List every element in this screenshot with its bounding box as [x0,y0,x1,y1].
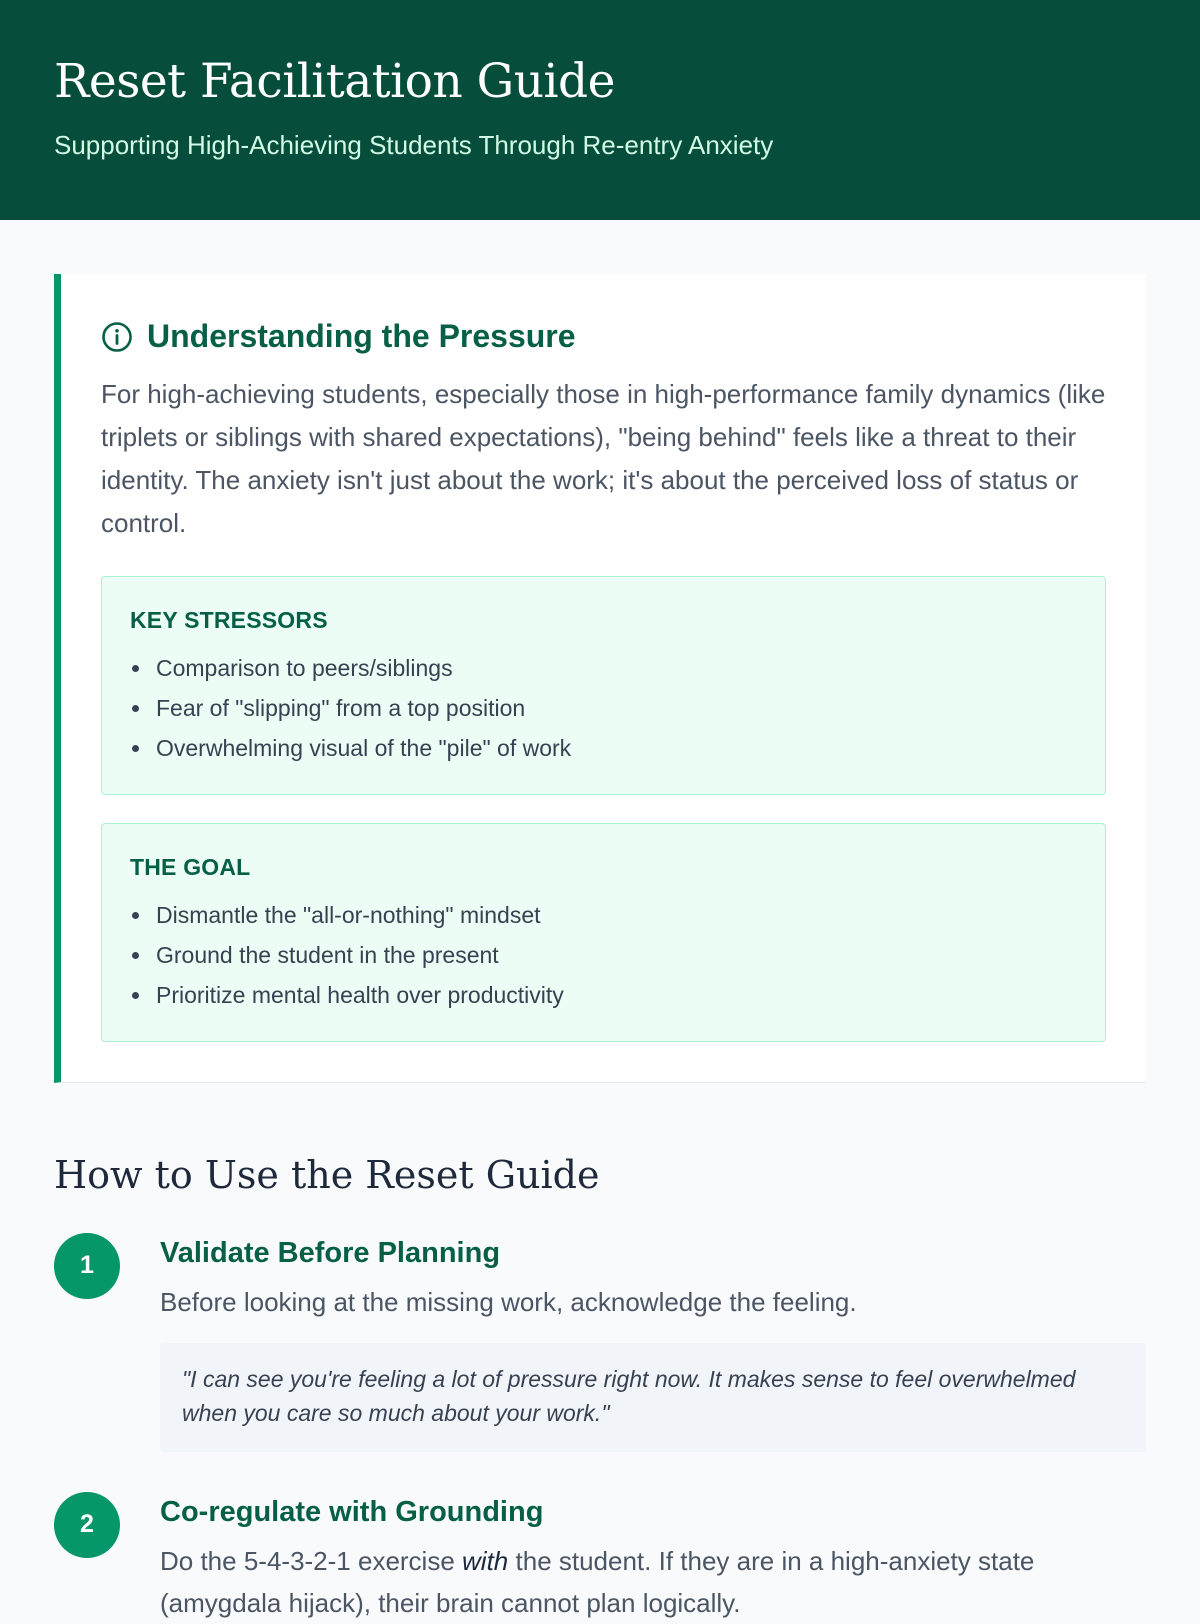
page-title: Reset Facilitation Guide [54,54,615,109]
key-stressors-list [130,648,1077,768]
info-icon [101,321,133,353]
page-header [0,0,1200,220]
how-to-section-title: How to Use the Reset Guide [54,1152,600,1197]
page-subtitle: Supporting High-Achieving Students Through Re-entry Anxiety [54,130,774,161]
step-text-start: Do the 5-4-3-2-1 exercise [160,1545,463,1576]
card-heading [101,318,1106,355]
step-number-badge: 2 [54,1492,120,1558]
goal-list [130,895,1077,1015]
step-1 [54,1233,1146,1452]
goal-box [101,823,1106,1042]
key-stressors-title: KEY STRESSORS [130,606,328,633]
list-item: Fear of "slipping" from a top position [130,688,1077,728]
list-item: Prioritize mental health over productivity [130,975,1077,1015]
step-text-end: the student. If they are in a high-anxiety state (amygdala hijack), their brain cannot plan logically. [160,1545,1035,1618]
list-item: Overwhelming visual of the "pile" of work [130,728,1077,768]
step-text: Before looking at the missing work, acknowledge the feeling. [160,1286,857,1317]
card-description: For high-achieving students, especially those in high-performance family dynamics (like triplets or siblings with shared expectations), "being behind" feels like a threat to their identity. The anxiety isn't just about the work; it's about the perceived loss of status or control. [101,379,1106,539]
step-number-badge: 1 [54,1233,120,1299]
example-quote: "I can see you're feeling a lot of pressure right now. It makes sense to feel overwhelmed when you care so much about your work." [160,1343,1146,1452]
main-content [0,220,1200,1624]
step-body [160,1492,1146,1624]
understanding-pressure-card [54,274,1146,1083]
list-item: Dismantle the "all-or-nothing" mindset [130,895,1077,935]
key-stressors-box [101,576,1106,795]
step-text-emphasis: with [462,1545,509,1576]
step-text [160,1541,1146,1624]
step-title: Validate Before Planning [160,1236,501,1269]
step-2 [54,1492,1146,1624]
step-body [160,1233,1146,1452]
step-title: Co-regulate with Grounding [160,1495,544,1528]
list-item: Comparison to peers/siblings [130,648,1077,688]
goal-title: THE GOAL [130,853,251,880]
card-title: Understanding the Pressure [147,318,576,354]
list-item: Ground the student in the present [130,935,1077,975]
